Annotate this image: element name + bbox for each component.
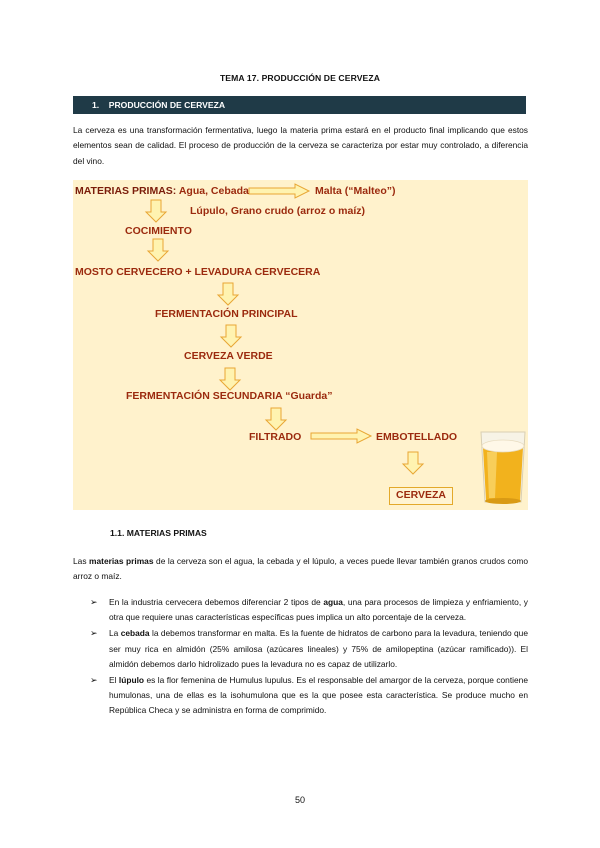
materias-label: MATERIAS PRIMAS: — [75, 185, 177, 197]
materias-primas-line — [75, 185, 249, 197]
subsection-number: 1.1. — [110, 528, 125, 538]
arrow-to-cerveza — [403, 452, 423, 474]
cerveza-final-label: CERVEZA — [396, 489, 446, 501]
bullet-arrow-icon: ➢ — [90, 597, 98, 607]
materias-post: de la cerveza son el agua, la cebada y el lúpulo, a veces puede llevar también granos crudos como arroz o maíz. — [73, 556, 528, 582]
list-item-lupulo: ➢ El lúpulo es la flor femenina de Humulus lupulus. Es el responsable del amargor de la cerveza, porque contiene humulonas, una de ellas es la isohumulona que es la que posee esta característica. Se produce mucho en República Checa y se administra en forma de comprimido. — [90, 675, 528, 716]
filtrado-label: FILTRADO — [249, 431, 302, 443]
materias-pre: Las — [73, 556, 90, 566]
subsection-title: MATERIAS PRIMAS — [126, 528, 207, 538]
production-flowchart — [73, 180, 528, 510]
bullet-arrow-icon: ➢ — [90, 675, 98, 686]
arrow-to-fermentacion-principal — [218, 283, 238, 305]
malta-label: Malta (“Malteo”) — [315, 185, 396, 197]
embotellado-label: EMBOTELLADO — [376, 431, 458, 443]
section-header — [73, 96, 526, 114]
materias-paragraph — [73, 554, 528, 585]
arrow-to-filtrado — [266, 408, 286, 430]
cerveza-final-box — [389, 487, 453, 505]
subsection-heading — [110, 528, 207, 538]
section-number: 1. — [92, 100, 100, 110]
arrow-to-malta — [249, 184, 309, 198]
materias-list — [90, 595, 528, 719]
arrow-to-cocimiento — [146, 200, 166, 222]
beer-glass-icon — [481, 432, 525, 504]
intro-paragraph: La cerveza es una transformación fermentativa, luego la materia prima estará en el producto final implicando que estos elementos sean de calidad. El proceso de producción de la cerveza se caracteriza por estar muy controlado, a diferencia del vino. — [73, 125, 528, 166]
materias-bold: materias primas — [89, 556, 154, 566]
lupulo-label: Lúpulo, Grano crudo (arroz o maíz) — [190, 205, 366, 217]
materias-items: Agua, Cebada — [178, 185, 249, 197]
arrow-to-cerveza-verde — [221, 325, 241, 347]
bullet-arrow-icon: ➢ — [90, 628, 98, 639]
mosto-label: MOSTO CERVECERO + LEVADURA CERVECERA — [75, 266, 321, 278]
list-item-agua: ➢ En la industria cervecera debemos diferenciar 2 tipos de agua, una para procesos de limpieza y enfriamiento, y otra que requiere unas características específicas pues implica un alto porcentaje de la cerveza. — [90, 597, 528, 623]
fermentacion-principal-label: FERMENTACIÓN PRINCIPAL — [155, 308, 298, 320]
cocimiento-label: COCIMIENTO — [125, 225, 192, 237]
arrow-to-embotellado — [311, 429, 371, 443]
cerveza-verde-label: CERVEZA VERDE — [184, 350, 273, 362]
arrow-to-mosto — [148, 239, 168, 261]
section-title: PRODUCCIÓN DE CERVEZA — [108, 100, 226, 110]
list-item-cebada: ➢ La cebada la debemos transformar en malta. Es la fuente de hidratos de carbono para la levadura, teniendo que ser muy rica en almidón (25% amilosa (azúcares lineales) y 75% de amilopeptina (azúcar ramificado)). El almidón debemos darlo hidrolizado pues la levadura no es capaz de utilizarlo. — [90, 628, 528, 669]
arrow-to-fermentacion-secundaria — [220, 368, 240, 390]
page-title: TEMA 17. PRODUCCIÓN DE CERVEZA — [219, 73, 381, 83]
fermentacion-secundaria-label: FERMENTACIÓN SECUNDARIA “Guarda” — [126, 390, 333, 402]
page-number: 50 — [294, 795, 305, 805]
